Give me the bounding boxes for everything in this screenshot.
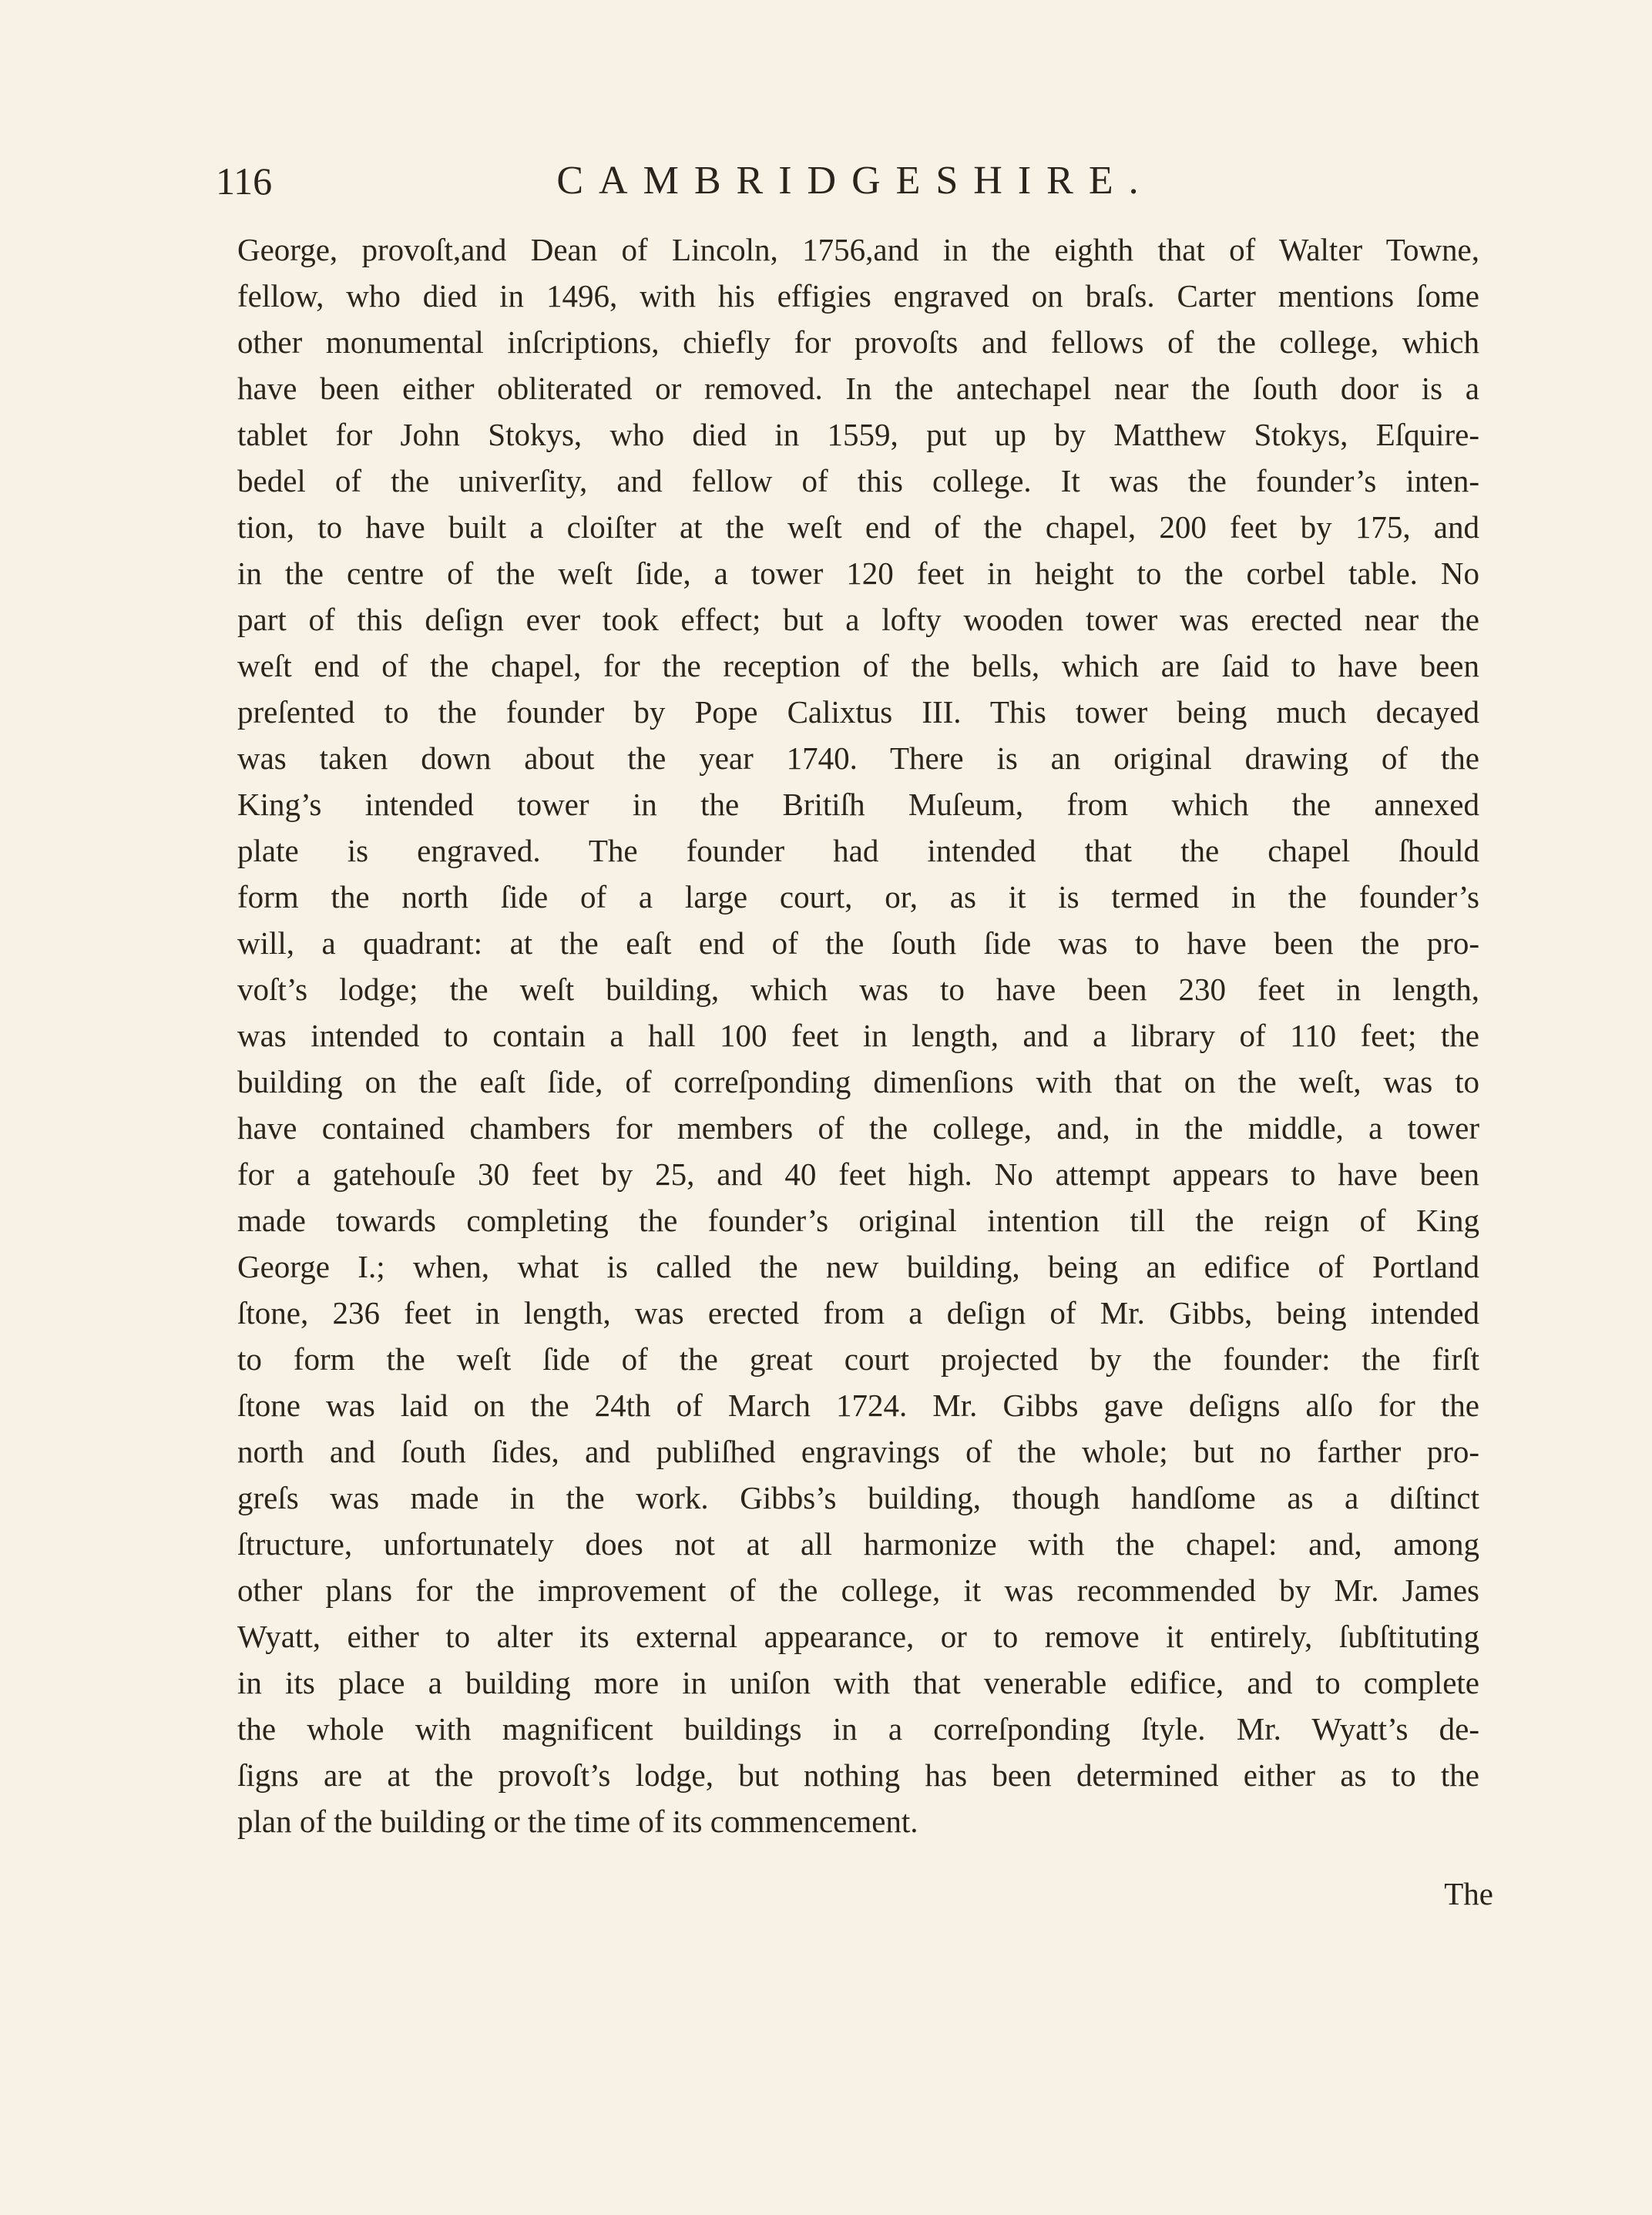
text-line: Wyatt, either to alter its external appearance, or to remove it entirely, ſubſtituting: [237, 1619, 1479, 1654]
text-line-last: plan of the building or the time of its commencement.: [237, 1804, 918, 1839]
text-line: in the centre of the weſt ſide, a tower 120 feet in height to the corbel table. No: [237, 555, 1479, 591]
text-line: George I.; when, what is called the new building, being an edifice of Portland: [237, 1249, 1479, 1284]
text-line: ſtone, 236 feet in length, was erected from a deſign of Mr. Gibbs, being intended: [237, 1295, 1479, 1331]
text-line: to form the weſt ſide of the great court projected by the founder: the firſt: [237, 1341, 1479, 1377]
text-line: plate is engraved. The founder had intended that the chapel ſhould: [237, 833, 1479, 868]
running-head: CAMBRIDGESHIRE.: [556, 159, 1154, 203]
text-line: part of this deſign ever took effect; but a lofty wooden tower was erected near the: [237, 602, 1479, 637]
catchword: The: [1444, 1876, 1493, 1911]
text-line: the whole with magnificent buildings in a correſponding ſtyle. Mr. Wyatt’s de-: [237, 1711, 1479, 1747]
text-line: other monumental inſcriptions, chiefly for provoſts and fellows of the college, which: [237, 324, 1479, 360]
text-line: building on the eaſt ſide, of correſponding dimenſions with that on the weſt, was to: [237, 1064, 1479, 1099]
text-line: greſs was made in the work. Gibbs’s building, though handſome as a diſtinct: [237, 1480, 1479, 1515]
text-line: other plans for the improvement of the college, it was recommended by Mr. James: [237, 1572, 1479, 1608]
text-line: weſt end of the chapel, for the reception of the bells, which are ſaid to have been: [237, 648, 1479, 683]
text-line: will, a quadrant: at the eaſt end of the ſouth ſide was to have been the pro-: [237, 925, 1479, 961]
text-line: ſtone was laid on the 24th of March 1724. Mr. Gibbs gave deſigns alſo for the: [237, 1388, 1479, 1423]
text-line: was taken down about the year 1740. There is an original drawing of the: [237, 740, 1479, 776]
text-line: have been either obliterated or removed. In the antechapel near the ſouth door is a: [237, 371, 1479, 406]
page-header: [216, 154, 1495, 208]
text-line: George, provoſt,and Dean of Lincoln, 1756,and in the eighth that of Walter Towne,: [237, 232, 1479, 267]
text-line: tablet for John Stokys, who died in 1559, put up by Matthew Stokys, Eſquire-: [237, 417, 1479, 452]
text-line: was intended to contain a hall 100 feet in length, and a library of 110 feet; the: [237, 1018, 1479, 1053]
text-line: for a gatehouſe 30 feet by 25, and 40 feet high. No attempt appears to have been: [237, 1156, 1479, 1192]
text-line: tion, to have built a cloiſter at the weſt end of the chapel, 200 feet by 175, and: [237, 509, 1479, 545]
text-line: made towards completing the founder’s original intention till the reign of King: [237, 1203, 1479, 1238]
page-number: 116: [216, 159, 273, 203]
text-line: form the north ſide of a large court, or, as it is termed in the founder’s: [237, 879, 1479, 915]
text-line: preſented to the founder by Pope Calixtus III. This tower being much decayed: [237, 694, 1479, 730]
text-line: bedel of the univerſity, and fellow of this college. It was the founder’s inten-: [237, 463, 1479, 498]
body-text: [237, 227, 1479, 1844]
text-line: King’s intended tower in the Britiſh Muſeum, from which the annexed: [237, 787, 1479, 822]
text-line: north and ſouth ſides, and publiſhed engravings of the whole; but no farther pro-: [237, 1434, 1479, 1469]
text-line: in its place a building more in uniſon with that venerable edifice, and to complete: [237, 1665, 1479, 1700]
text-line: have contained chambers for members of the college, and, in the middle, a tower: [237, 1110, 1479, 1146]
text-line: voſt’s lodge; the weſt building, which was to have been 230 feet in length,: [237, 972, 1479, 1007]
text-line: ſtructure, unfortunately does not at all harmonize with the chapel: and, among: [237, 1526, 1479, 1562]
text-line: ſigns are at the provoſt’s lodge, but nothing has been determined either as to the: [237, 1757, 1479, 1793]
text-line: fellow, who died in 1496, with his effigies engraved on braſs. Carter mentions ſome: [237, 278, 1479, 314]
